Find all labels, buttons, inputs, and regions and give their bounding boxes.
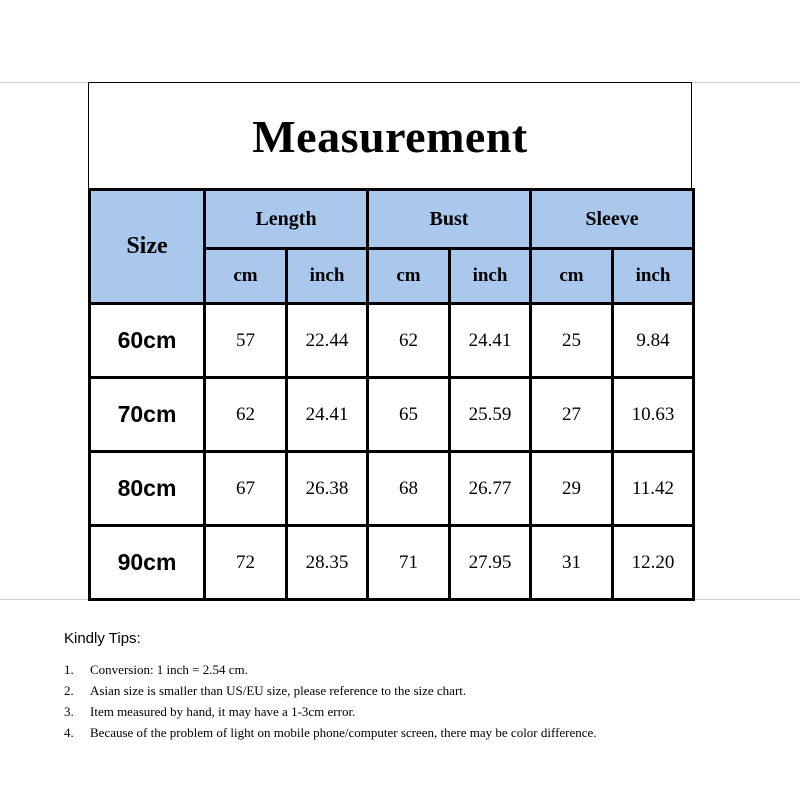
table-cell: 31	[531, 526, 613, 600]
table-cell: 24.41	[287, 378, 368, 452]
table-cell: 57	[205, 304, 287, 378]
size-table	[88, 188, 695, 601]
table-cell: 29	[531, 452, 613, 526]
unit-header-sleeve-cm: cm	[531, 249, 613, 304]
list-item	[64, 701, 684, 722]
table-row	[90, 452, 694, 526]
table-cell: 11.42	[613, 452, 694, 526]
unit-header-length-inch: inch	[287, 249, 368, 304]
table-row	[90, 304, 694, 378]
list-item	[64, 659, 684, 680]
size-label: 60cm	[90, 304, 205, 378]
size-label: 70cm	[90, 378, 205, 452]
kindly-tips	[64, 630, 684, 743]
size-header: Size	[90, 190, 205, 304]
table-cell: 28.35	[287, 526, 368, 600]
tip-number: 1.	[64, 662, 74, 677]
unit-header-length-cm: cm	[205, 249, 287, 304]
tip-text: Because of the problem of light on mobile phone/computer screen, there may be color difference.	[90, 725, 597, 740]
title-box	[88, 82, 692, 189]
tips-title: Kindly Tips:	[64, 630, 141, 647]
tip-number: 4.	[64, 725, 74, 740]
table-cell: 65	[368, 378, 450, 452]
table-cell: 26.77	[450, 452, 531, 526]
table-cell: 9.84	[613, 304, 694, 378]
size-label: 90cm	[90, 526, 205, 600]
table-cell: 22.44	[287, 304, 368, 378]
table-cell: 10.63	[613, 378, 694, 452]
table-cell: 12.20	[613, 526, 694, 600]
tip-text: Asian size is smaller than US/EU size, please reference to the size chart.	[90, 683, 467, 698]
unit-header-sleeve-inch: inch	[613, 249, 694, 304]
tip-text: Item measured by hand, it may have a 1-3cm error.	[90, 704, 356, 719]
list-item	[64, 680, 684, 701]
table-row	[90, 378, 694, 452]
table-cell: 67	[205, 452, 287, 526]
table-cell: 71	[368, 526, 450, 600]
tip-text: Conversion: 1 inch = 2.54 cm.	[90, 662, 248, 677]
unit-header-bust-cm: cm	[368, 249, 450, 304]
table-cell: 25.59	[450, 378, 531, 452]
chart-title: Measurement	[252, 110, 528, 162]
table-row	[90, 526, 694, 600]
table-cell: 25	[531, 304, 613, 378]
unit-header-bust-inch: inch	[450, 249, 531, 304]
sleeve-header: Sleeve	[531, 190, 694, 249]
table-cell: 27.95	[450, 526, 531, 600]
table-cell: 27	[531, 378, 613, 452]
table-cell: 24.41	[450, 304, 531, 378]
table-cell: 72	[205, 526, 287, 600]
tips-list	[64, 659, 684, 743]
bust-header: Bust	[368, 190, 531, 249]
table-cell: 62	[368, 304, 450, 378]
tip-number: 2.	[64, 683, 74, 698]
list-item	[64, 722, 684, 743]
size-chart	[88, 82, 692, 600]
table-cell: 68	[368, 452, 450, 526]
table-cell: 62	[205, 378, 287, 452]
size-label: 80cm	[90, 452, 205, 526]
length-header: Length	[205, 190, 368, 249]
tip-number: 3.	[64, 704, 74, 719]
group-header-row	[90, 190, 694, 249]
table-cell: 26.38	[287, 452, 368, 526]
